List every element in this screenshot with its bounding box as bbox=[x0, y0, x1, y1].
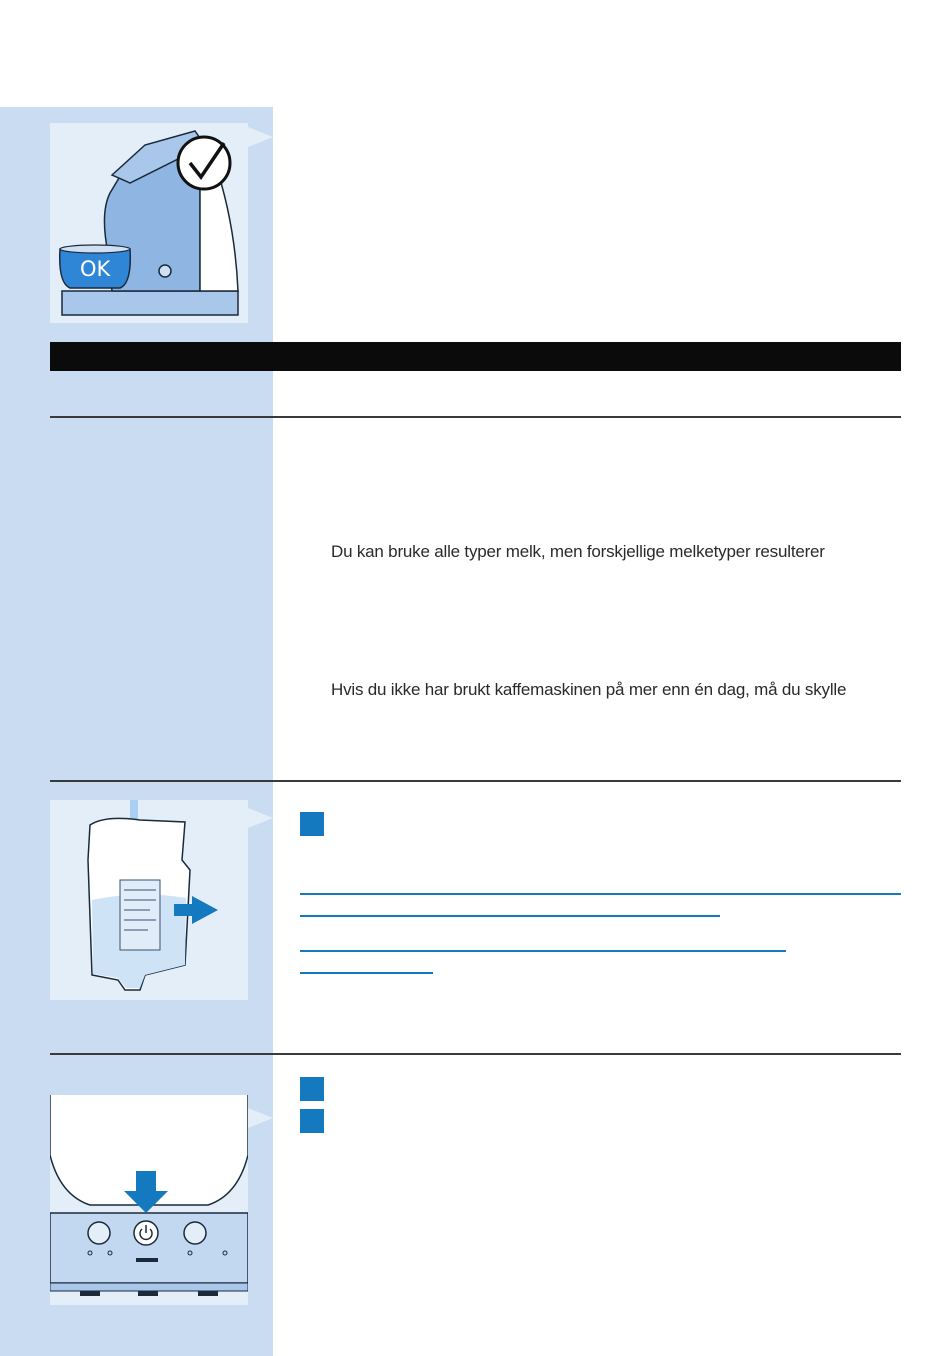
section-divider bbox=[50, 416, 901, 418]
callout-pointer bbox=[248, 127, 273, 147]
callout-pointer bbox=[248, 808, 273, 828]
water-tank-illustration bbox=[50, 800, 248, 1000]
link-underline bbox=[300, 915, 720, 917]
rinse-note-text: Hvis du ikke har brukt kaffemaskinen på mer enn én dag, må du skylle bbox=[331, 680, 847, 699]
step-marker bbox=[300, 812, 324, 836]
cup-ok-label: OK bbox=[80, 257, 111, 281]
link-underline bbox=[300, 950, 786, 952]
section-divider bbox=[50, 1053, 901, 1055]
machine-ok-illustration bbox=[50, 123, 248, 323]
link-underline bbox=[300, 972, 433, 974]
section-header-bar bbox=[50, 342, 901, 371]
milk-note-text: Du kan bruke alle typer melk, men forskjellige melketyper resulterer bbox=[331, 542, 825, 561]
step-marker bbox=[300, 1077, 324, 1101]
section-divider bbox=[50, 780, 901, 782]
control-panel-illustration bbox=[50, 1095, 248, 1305]
callout-pointer bbox=[248, 1108, 273, 1128]
step-marker bbox=[300, 1109, 324, 1133]
link-underline bbox=[300, 893, 901, 895]
